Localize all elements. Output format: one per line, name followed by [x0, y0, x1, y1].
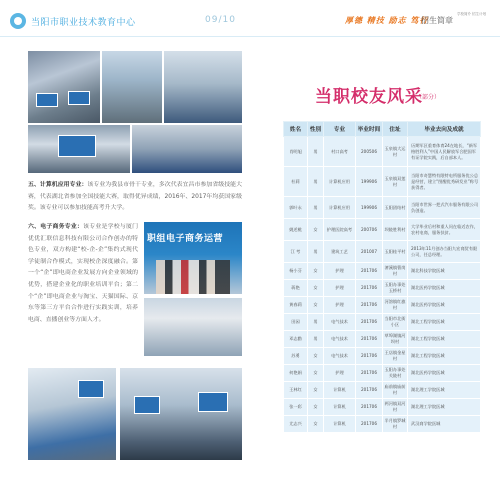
- table-row: [284, 280, 481, 297]
- cell-major: 计算机: [324, 399, 356, 416]
- table-row: [284, 399, 481, 416]
- cell-dest: 湖北工程学院医城: [408, 331, 481, 348]
- cell-year: 201706: [356, 416, 383, 433]
- section-ecommerce-title: 六、电子商务专业：: [28, 224, 84, 230]
- cell-major: 电气技术: [324, 348, 356, 365]
- cell-address: 玉阳桂平村: [383, 241, 408, 263]
- cell-address: 玉阳团结村: [383, 197, 408, 219]
- cell-address: 玉泉镇双莲村: [383, 167, 408, 197]
- page-number: 09/10: [205, 15, 236, 25]
- column-header: 毕业去向及成就: [408, 122, 481, 137]
- table-row: [284, 314, 481, 331]
- header-divider: [0, 36, 500, 37]
- cell-name: 江 考: [284, 241, 308, 263]
- cell-address: 玉阳办事处玉桥村: [383, 280, 408, 297]
- cell-major: 计算机: [324, 416, 356, 433]
- cell-year: 200706: [356, 219, 383, 241]
- section-computer-application-body: 该专业为我县市骨干专业，多次代表宜昌市参加省级技能大赛，代表湖北省参加全国技能大赛，取得优异成绩，2016年、2017年均获国家级奖。该专业可以参加技能高考升大学。: [28, 182, 243, 212]
- cell-dest: 湖北科技学院医城: [408, 263, 481, 280]
- cell-dest: 历期军区重育体育24在地长，“新军格胜利人”中国人民解放军合肥国军有证学院实践，后自部本人。: [408, 137, 481, 167]
- table-row: [284, 263, 481, 280]
- cell-year: 201706: [356, 314, 383, 331]
- cell-gender: 男: [308, 331, 324, 348]
- cell-year: 201706: [356, 382, 383, 399]
- column-header: 专业: [324, 122, 356, 137]
- school-motto: 厚德 精技 励志 笃行: [345, 16, 429, 25]
- ecommerce-classroom-photo: [144, 298, 242, 356]
- cell-major: 护理医院高考: [324, 219, 356, 241]
- cell-name: 王林红: [284, 382, 308, 399]
- cell-name: 苏勇: [284, 348, 308, 365]
- cell-gender: 男: [308, 197, 324, 219]
- cell-address: 玉阳办事处关陵村: [383, 365, 408, 382]
- cell-dest: 湖北医药学院医城: [408, 280, 481, 297]
- cell-address: 坝陵胜利村: [383, 219, 408, 241]
- cell-dest: 湖北工程学院医城: [408, 314, 481, 331]
- cell-name: 姚述桃: [284, 219, 308, 241]
- cell-major: 护理: [324, 297, 356, 314]
- cell-major: 计算机应用: [324, 197, 356, 219]
- table-row: [284, 331, 481, 348]
- cell-major: 村口高考: [324, 137, 356, 167]
- cell-dest: 2013年11月创办当阳九宏商贸有限公司，任总经理。: [408, 241, 481, 263]
- cell-gender: 女: [308, 263, 324, 280]
- cell-gender: 女: [308, 280, 324, 297]
- table-row: [284, 219, 481, 241]
- cell-name: 尤志兴: [284, 416, 308, 433]
- cell-name: 何艳娟: [284, 365, 308, 382]
- table-row: [284, 416, 481, 433]
- cell-year: 199906: [356, 167, 383, 197]
- award-students-photo: [102, 51, 162, 123]
- cell-gender: 女: [308, 416, 324, 433]
- table-row: [284, 241, 481, 263]
- brochure-subtitle: 学校简介 招生计划: [457, 12, 487, 16]
- cell-gender: 男: [308, 137, 324, 167]
- cell-name: 蒋艳: [284, 280, 308, 297]
- cell-gender: 女: [308, 382, 324, 399]
- table-row: [284, 167, 481, 197]
- cell-major: 计算机: [324, 382, 356, 399]
- cell-address: 河溶镇红旗村: [383, 297, 408, 314]
- ecommerce-banner-text: 职组电子商务运营: [147, 234, 224, 244]
- cell-dest: 武汉商学院医城: [408, 416, 481, 433]
- cell-year: 200506: [356, 137, 383, 167]
- students-computer-lab-photo: [28, 51, 100, 123]
- cell-dest: 湖北理工学院医城: [408, 399, 481, 416]
- cell-gender: 女: [308, 399, 324, 416]
- table-row: [284, 382, 481, 399]
- cell-gender: 女: [308, 348, 324, 365]
- section-computer-application-title: 五、计算机应用专业：: [28, 182, 88, 188]
- cell-major: 护理: [324, 365, 356, 382]
- cell-year: 201706: [356, 365, 383, 382]
- cell-year: 201706: [356, 280, 383, 297]
- cell-dest: 湖北理工学院医城: [408, 382, 481, 399]
- cell-year: 201706: [356, 263, 383, 280]
- column-header: 住址: [383, 122, 408, 137]
- school-name: 当阳市职业技术教育中心: [31, 18, 136, 28]
- cell-gender: 女: [308, 297, 324, 314]
- brochure-title: 招生简章: [421, 16, 453, 25]
- table-header-row: [284, 122, 481, 137]
- ecommerce-competition-photo: [144, 222, 242, 294]
- classroom-photo: [28, 125, 130, 173]
- cell-address: 半月镇罗城村: [383, 416, 408, 433]
- cell-name: 黄春莉: [284, 297, 308, 314]
- table-row: [284, 197, 481, 219]
- cell-name: 肖明旭: [284, 137, 308, 167]
- section-ecommerce-body: 该专业是学校与厦门优优汇联信息科技有限公司合作创办的特色专业，双方构建“校-企-企”集约式现代学徒制合作模式，实现校企深度融合。第一个“企”即电商企业发展方向企业领域的优势，搭建企业化的职业培训平台；第二个“企”即电商企业与淘宝、天猫国际、京东等第三方平台合作进行实践实训，培养电商、直播创业等方面人才。: [28, 224, 139, 323]
- competitors-group: [156, 260, 230, 294]
- cell-address: 庙前镇庙前村: [383, 382, 408, 399]
- column-header: 性别: [308, 122, 324, 137]
- alumni-subtitle: （部分）: [416, 94, 441, 101]
- cell-major: 电气技术: [324, 314, 356, 331]
- cell-year: 201706: [356, 348, 383, 365]
- section-computer-application: [28, 180, 242, 215]
- cell-major: 护理: [324, 263, 356, 280]
- cell-year: 199906: [356, 197, 383, 219]
- table-row: [284, 297, 481, 314]
- section-ecommerce: [28, 222, 138, 326]
- cell-gender: 男: [308, 167, 324, 197]
- cell-address: 草埠湖镇河坝村: [383, 331, 408, 348]
- cell-year: 201007: [356, 241, 383, 263]
- cell-dest: 湖北医药学院医城: [408, 365, 481, 382]
- alumni-table: [283, 121, 481, 433]
- cell-address: 王店镇金星村: [383, 348, 408, 365]
- cell-major: 护理: [324, 280, 356, 297]
- cell-year: 201706: [356, 297, 383, 314]
- competition-team-photo: [132, 125, 242, 173]
- cell-gender: 男: [308, 241, 324, 263]
- alumni-title: 当职校友风采: [315, 87, 423, 107]
- cell-major: 电气技术: [324, 331, 356, 348]
- cell-major: 建筑工艺: [324, 241, 356, 263]
- cell-dest: 大学毕业后村和重人问在临近农作，农村电商，服务扶贫。: [408, 219, 481, 241]
- cell-name: 田园: [284, 314, 308, 331]
- cell-gender: 男: [308, 314, 324, 331]
- table-row: [284, 365, 481, 382]
- cell-address: 玉泉镇大运村: [383, 137, 408, 167]
- cell-gender: 女: [308, 365, 324, 382]
- cell-year: 201706: [356, 331, 383, 348]
- table-row: [284, 348, 481, 365]
- cell-name: 郭叶永: [284, 197, 308, 219]
- cell-year: 201706: [356, 399, 383, 416]
- page-header: [0, 0, 500, 40]
- cell-name: 张一彩: [284, 399, 308, 416]
- cell-address: 淯溪镇曹岗村: [383, 263, 408, 280]
- cell-address: 两河镇双河村: [383, 399, 408, 416]
- cell-dest: 当阳市世界一把式汽车服务有限公司负创造。: [408, 197, 481, 219]
- cell-name: 杜莉: [284, 167, 308, 197]
- column-header: 姓名: [284, 122, 308, 137]
- cell-major: 计算机应用: [324, 167, 356, 197]
- cell-name: 邓志勤: [284, 331, 308, 348]
- cell-address: 当阳市北街小区: [383, 314, 408, 331]
- cell-dest: 湖北医药学院医城: [408, 297, 481, 314]
- school-logo-icon: [10, 13, 26, 29]
- cell-gender: 女: [308, 219, 324, 241]
- group-photo: [164, 51, 242, 123]
- column-header: 毕业时间: [356, 122, 383, 137]
- cell-name: 杨小芬: [284, 263, 308, 280]
- cell-dest: 当阳市奇慧特有限特电所服务优公总是经营，建立“图醒优秀研发业”称号获得者。: [408, 167, 481, 197]
- computer-training-photo: [120, 368, 242, 460]
- student-workstation-photo: [28, 368, 116, 460]
- table-row: [284, 137, 481, 167]
- cell-dest: 湖北工程学院医城: [408, 348, 481, 365]
